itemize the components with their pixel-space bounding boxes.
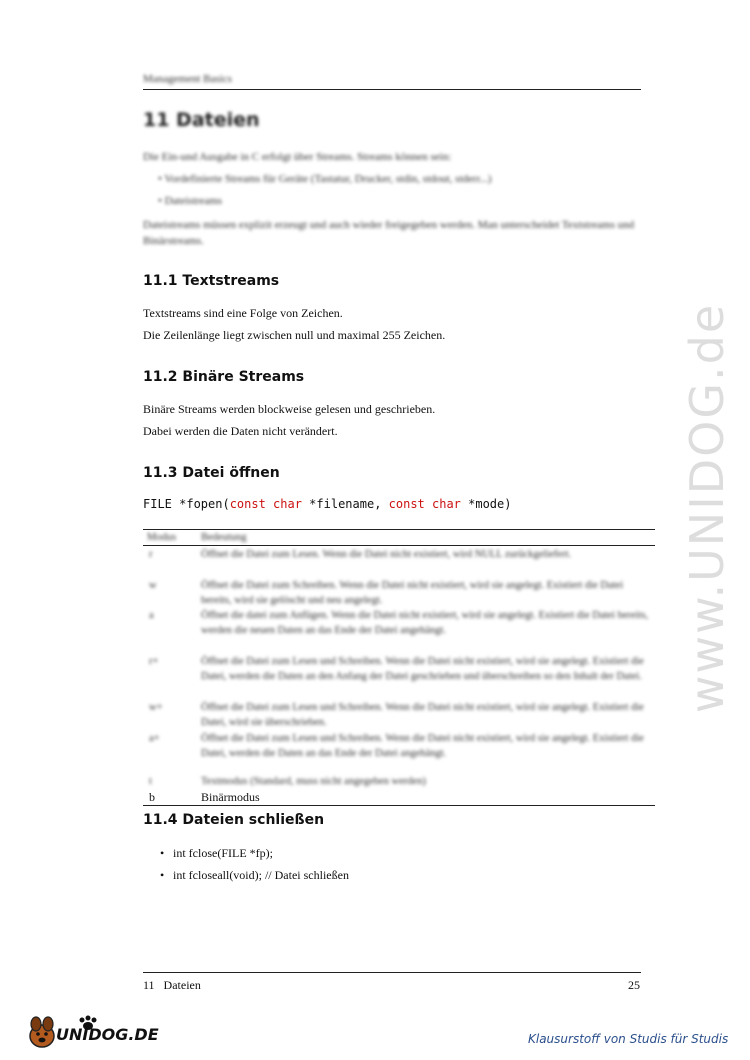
table-cell-text: Öffnet die Datei zum Lesen und Schreiben. Wenn die Datei nicht existiert, wird sie angelegt. Existiert die Datei, wird sie überschrieben.: [201, 702, 644, 728]
table-cell-text: Öffnet die Datei zum Lesen und Schreiben. Wenn die Datei nicht existiert, wird sie angelegt. Existiert die Datei, werden die Daten an den Anfang der Datei geschrieben und überschreiben so den Inhalt der Datei.: [201, 656, 644, 682]
table-cell-text: Öffnet die Datei zum Schreiben. Wenn die Datei nicht existiert, wird sie angelegt. Existiert die Datei bereits, wird sie gelöscht und neu angelegt.: [201, 580, 624, 606]
running-head: Management Basics: [143, 73, 232, 85]
table-header-rule: [143, 545, 655, 546]
logo-text: UNIDOG.DE: [56, 1025, 159, 1044]
keyword: const char: [388, 497, 461, 511]
table-cell-mode: r+: [149, 656, 159, 667]
intro-bullet: • Vordefinierte Streams für Geräte (Tastatur, Drucker, stdin, stdout, stderr...): [158, 173, 492, 185]
section-heading-binary: 11.2 Binäre Streams: [143, 369, 305, 385]
table-bottom-rule: [143, 805, 655, 806]
table-cell-mode: w+: [149, 702, 163, 713]
section-heading-textstreams: 11.1 Textstreams: [143, 273, 280, 289]
paragraph-line: Binäre Streams werden blockweise gelesen und geschrieben.: [143, 402, 436, 416]
table-cell-text: Binärmodus: [201, 790, 260, 804]
keyword: const char: [229, 497, 302, 511]
paragraph-line: Textstreams sind eine Folge von Zeichen.: [143, 306, 343, 320]
intro-paragraph: Die Ein-und Ausgabe in C erfolgt über Streams. Streams können sein:: [143, 151, 452, 163]
footer-chapter: 11 Dateien: [143, 978, 201, 992]
table-cell-text: Öffnet die Datei zum Lesen und Schreiben. Wenn die Datei nicht existiert, wird sie angelegt. Existiert die Datei, werden die Daten an das Ende der Datei angehängt.: [201, 733, 644, 759]
table-cell-text: Öffnet die Datei zum Lesen. Wenn die Datei nicht existiert, wird NULL zurückgeliefert.: [201, 549, 572, 560]
table-header-meaning: Bedeutung: [201, 532, 247, 543]
table-cell-mode: w: [149, 580, 157, 591]
section-heading-open: 11.3 Datei öffnen: [143, 465, 280, 481]
table-cell-text: Textmodus (Standard, muss nicht angegeben werden): [201, 776, 426, 787]
page-number: 25: [628, 978, 640, 992]
table-cell-mode: a: [149, 610, 154, 621]
table-cell-mode: r: [149, 549, 153, 560]
paragraph-line: Dabei werden die Daten nicht verändert.: [143, 424, 338, 438]
tagline: Klausurstoff von Studis für Studis: [528, 1032, 729, 1046]
table-header-mode: Modus: [147, 532, 177, 543]
list-item: • int fcloseall(void); // Datei schließen: [160, 868, 349, 882]
footer-rule: [143, 972, 641, 973]
list-item: • int fclose(FILE *fp);: [160, 846, 273, 860]
intro-bullet: • Dateistreams: [158, 195, 223, 207]
watermark: www.UNIDOG.de: [680, 302, 734, 714]
table-cell-text: Öffnet die datei zum Anfügen. Wenn die Datei nicht existiert, wird sie angelegt. Existiert die Datei bereits, werden die neuen Daten an das Ende der Datei angehängt.: [201, 610, 649, 636]
header-rule: [143, 89, 641, 90]
table-cell-mode: t: [149, 776, 152, 787]
intro-paragraph-2: Dateistreams müssen explizit erzeugt und auch wieder freigegeben werden. Man unterscheidet Textstreams und Binärstreams.: [143, 219, 635, 247]
paragraph-line: Die Zeilenlänge liegt zwischen null und maximal 255 Zeichen.: [143, 328, 446, 342]
table-cell-mode: a+: [149, 733, 160, 744]
section-heading-close: 11.4 Dateien schließen: [143, 812, 325, 828]
fopen-signature: FILE *fopen(const char *filename, const char *mode): [143, 497, 512, 511]
chapter-title: 11 Dateien: [143, 109, 260, 131]
table-cell-mode: b: [149, 790, 155, 804]
mode-table: [143, 526, 655, 808]
